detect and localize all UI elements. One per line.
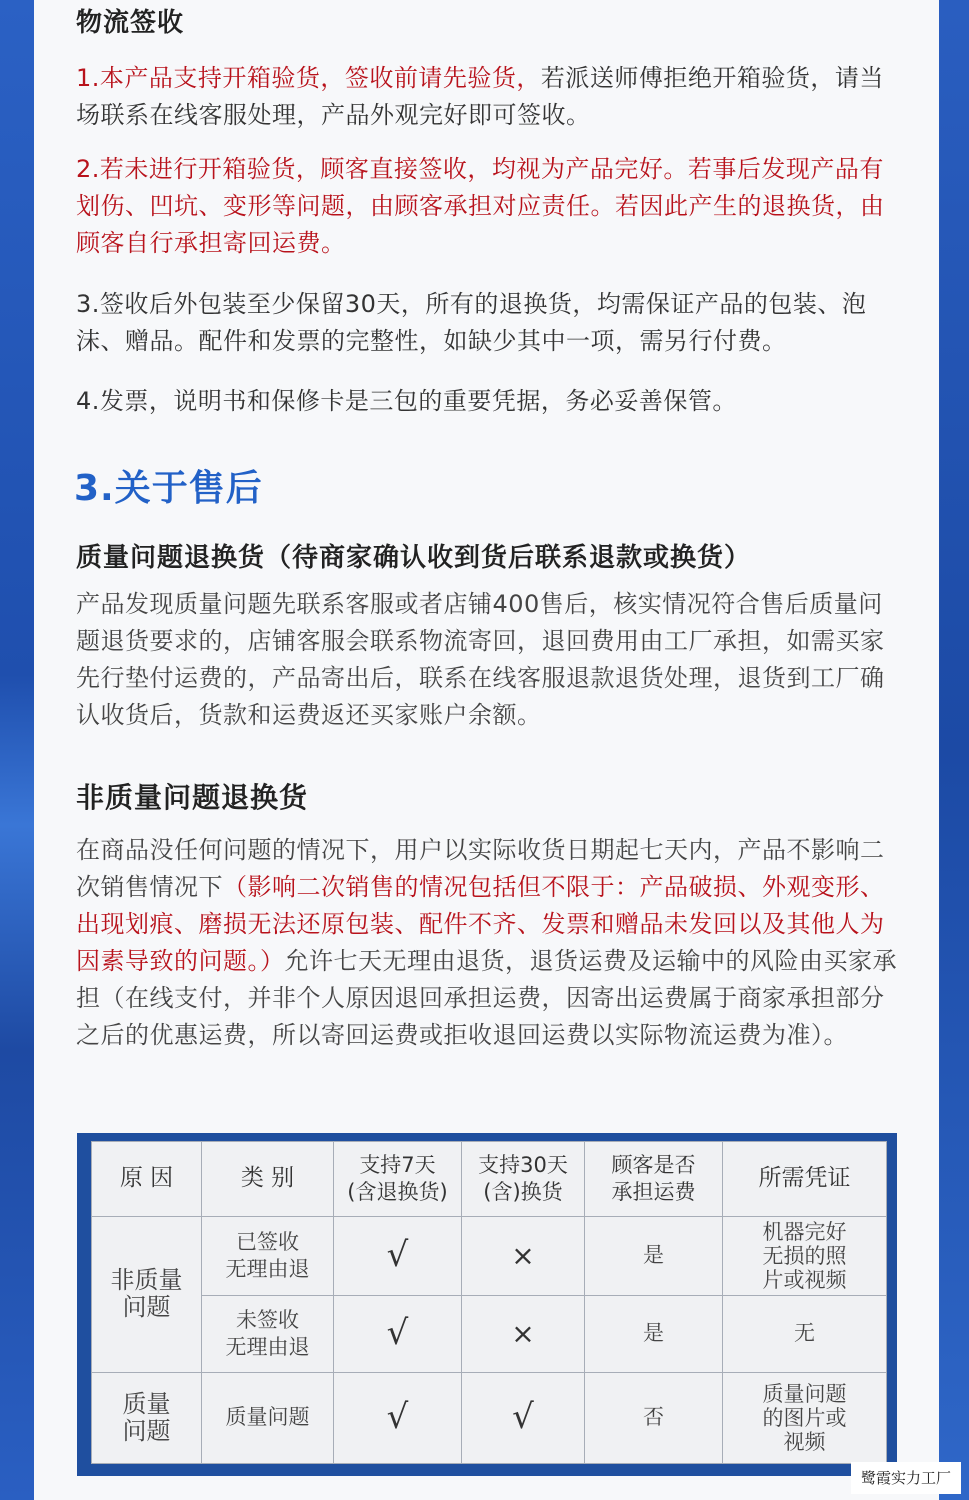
item3-text: 3.签收后外包装至少保留30天，所有的退换货，均需保证产品的包装、泡沫、赠品。配件和发票的完整性，如缺少其中一项，需另行付费。	[76, 290, 867, 355]
row1-category: 已签收 无理由退	[202, 1216, 334, 1295]
logistics-item-1	[76, 60, 906, 134]
header-7day: 支持7天 (含退换货)	[334, 1142, 462, 1217]
item2-text: 2.若未进行开箱验货，顾客直接签收，均视为产品完好。若事后发现产品有划伤、凹坑、变形等问题，由顾客承担对应责任。若因此产生的退换货，由顾客自行承担寄回运费。	[76, 155, 885, 257]
row1-30day: ×	[462, 1216, 585, 1295]
policy-table-frame	[77, 1133, 897, 1476]
nonquality-heading-wrap	[76, 776, 906, 816]
item1-red-text: 1.本产品支持开箱验货，签收前请先验货，	[76, 64, 541, 92]
table-row	[92, 1295, 887, 1372]
row2-proof: 无	[723, 1295, 887, 1372]
header-freight: 顾客是否 承担运费	[585, 1142, 723, 1217]
header-proof: 所需凭证	[723, 1142, 887, 1217]
nonquality-text-wrap	[76, 832, 906, 1054]
watermark-label: 鹭霞实力工厂	[851, 1462, 961, 1494]
logistics-heading: 物流签收	[76, 8, 185, 38]
logistics-item-2	[76, 151, 906, 262]
quality-text: 产品发现质量问题先联系客服或者店铺400售后，核实情况符合售后质量问题退货要求的，店铺客服会联系物流寄回，退回费用由工厂承担，如需买家先行垫付运费的，产品寄出后，联系在线客服退款退货处理，退货到工厂确认收货后，货款和运费返还买家账户余额。	[76, 590, 885, 729]
row2-30day: ×	[462, 1295, 585, 1372]
after-sales-section	[74, 460, 904, 511]
background-right-stripe	[939, 0, 969, 1500]
header-reason: 原 因	[92, 1142, 202, 1217]
logistics-item-4	[76, 383, 906, 420]
group-quality: 质量 问题	[92, 1372, 202, 1463]
row3-30day: √	[462, 1372, 585, 1463]
quality-heading-wrap	[76, 537, 906, 574]
row3-freight: 否	[585, 1372, 723, 1463]
nonquality-heading: 非质量问题退换货	[76, 781, 309, 814]
row3-7day: √	[334, 1372, 462, 1463]
row1-7day: √	[334, 1216, 462, 1295]
item4-text: 4.发票，说明书和保修卡是三包的重要凭据，务必妥善保管。	[76, 387, 737, 415]
table-row	[92, 1372, 887, 1463]
header-category: 类 别	[202, 1142, 334, 1217]
nonquality-text-1: 在商品没任何问题的情况下，用户以实际收货日期起七天内，产品不影响二次销售情况下	[76, 836, 885, 901]
row3-proof: 质量问题 的图片或 视频	[723, 1372, 887, 1463]
row2-category: 未签收 无理由退	[202, 1295, 334, 1372]
policy-table	[91, 1141, 887, 1464]
row3-category: 质量问题	[202, 1372, 334, 1463]
row1-freight: 是	[585, 1216, 723, 1295]
after-sales-title: 3.关于售后	[74, 468, 263, 509]
group-nonquality: 非质量 问题	[92, 1216, 202, 1372]
quality-heading: 质量问题退换货（待商家确认收到货后联系退款或换货）	[76, 543, 752, 573]
logistics-item-3	[76, 286, 906, 360]
row2-freight: 是	[585, 1295, 723, 1372]
quality-text-wrap	[76, 586, 906, 734]
row2-7day: √	[334, 1295, 462, 1372]
table-header-row	[92, 1142, 887, 1217]
header-30day: 支持30天 (含)换货	[462, 1142, 585, 1217]
nonquality-text-2: 允许七天无理由退货，退货运费及运输中的风险由买家承担（在线支付，并非个人原因退回承担运费，因寄出运费属于商家承担部分之后的优惠运费，所以寄回运费或拒收退回运费以实际物流运费为准）。	[76, 947, 897, 1049]
nonquality-red-text: （影响二次销售的情况包括但不限于：产品破损、外观变形、出现划痕、磨损无法还原包装、配件不齐、发票和赠品未发回以及其他人为因素导致的问题。）	[76, 873, 885, 975]
row1-proof: 机器完好 无损的照 片或视频	[723, 1216, 887, 1295]
item1-text: 若派送师傅拒绝开箱验货，请当场联系在线客服处理，产品外观完好即可签收。	[76, 64, 884, 129]
logistics-section	[76, 2, 906, 39]
table-row	[92, 1216, 887, 1295]
